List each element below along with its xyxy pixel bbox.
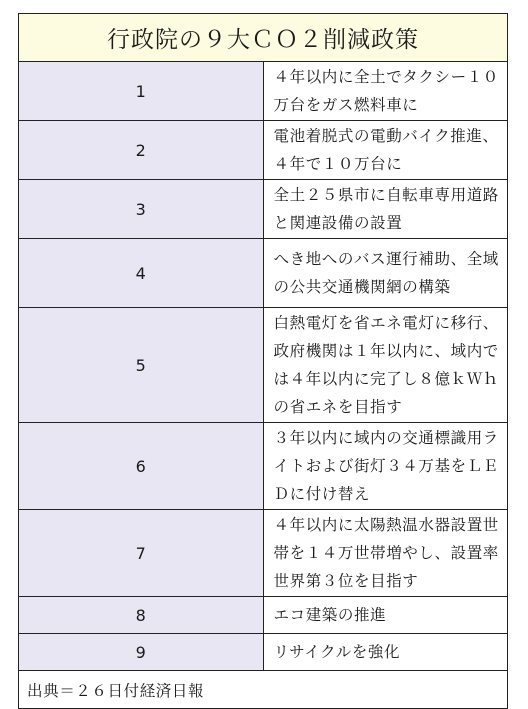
row-number: 8 — [19, 597, 264, 634]
table-row — [19, 597, 508, 634]
policy-table-container — [18, 13, 508, 709]
table-row — [19, 423, 508, 510]
row-number: 5 — [19, 308, 264, 423]
table-row — [19, 308, 508, 423]
table-title: 行政院の９大ＣＯ２削減政策 — [19, 14, 508, 62]
table-row — [19, 510, 508, 597]
table-row — [19, 62, 508, 121]
source-note: 出典＝２６日付経済日報 — [19, 671, 508, 709]
row-number: 7 — [19, 510, 264, 597]
row-text: へき地へのバス運行補助、全域の公共交通機関網の構築 — [263, 239, 508, 308]
row-text: リサイクルを強化 — [263, 634, 508, 671]
table-row — [19, 239, 508, 308]
row-text: ４年以内に全土でタクシー１０万台をガス燃料車に — [263, 62, 508, 121]
policy-table — [18, 13, 508, 709]
row-text: 電池着脱式の電動バイク推進、４年で１０万台に — [263, 121, 508, 180]
row-text: ３年以内に域内の交通標識用ライトおよび街灯３４万基をＬＥＤに付け替え — [263, 423, 508, 510]
row-text: エコ建築の推進 — [263, 597, 508, 634]
row-number: 6 — [19, 423, 264, 510]
table-row — [19, 180, 508, 239]
table-row — [19, 121, 508, 180]
row-text: ４年以内に太陽熱温水器設置世帯を１４万世帯増やし、設置率世界第３位を目指す — [263, 510, 508, 597]
row-number: 2 — [19, 121, 264, 180]
row-number: 1 — [19, 62, 264, 121]
table-row — [19, 634, 508, 671]
row-text: 白熱電灯を省エネ電灯に移行、政府機関は１年以内に、域内では４年以内に完了し８億ｋＷｈの省エネを目指す — [263, 308, 508, 423]
row-number: 9 — [19, 634, 264, 671]
source-row — [19, 671, 508, 709]
row-text: 全土２５県市に自転車専用道路と関連設備の設置 — [263, 180, 508, 239]
row-number: 3 — [19, 180, 264, 239]
row-number: 4 — [19, 239, 264, 308]
title-row — [19, 14, 508, 62]
